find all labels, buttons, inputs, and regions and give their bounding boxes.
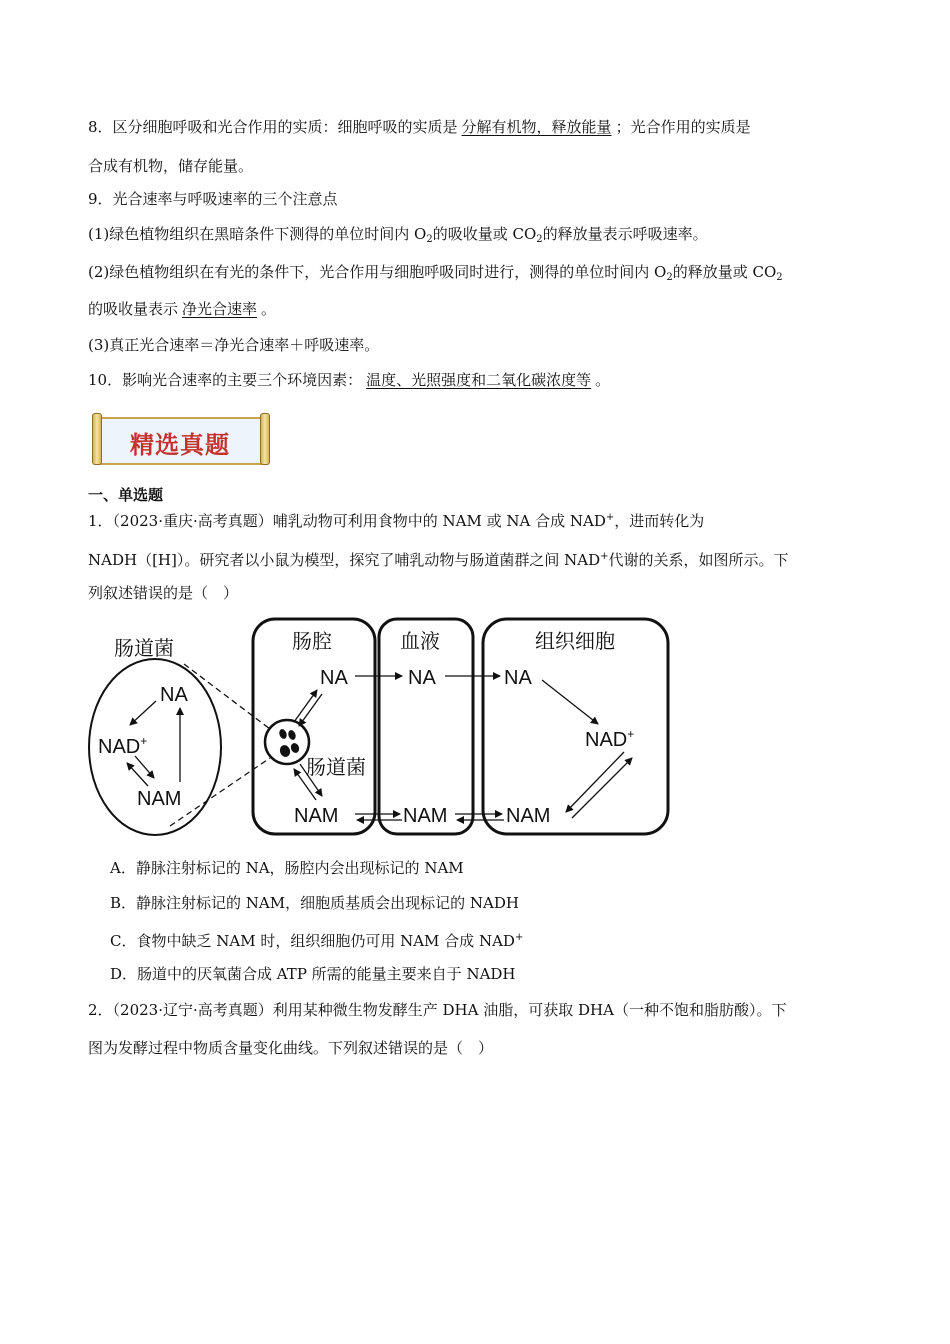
item-9-point-1: (1)绿色植物组织在黑暗条件下测得的单位时间内 $O_2$的吸收量或 $CO_2$的释放量表示呼吸速率。 <box>88 225 708 245</box>
option-a[interactable]: A．静脉注射标记的 NA，肠腔内会出现标记的 NAM <box>110 859 464 877</box>
item-9-title: 9．光合速率与呼吸速率的三个注意点 <box>88 190 338 208</box>
option-c[interactable]: C．食物中缺乏 NAM 时，组织细胞仍可用 NAM 合成 NAD+ <box>110 932 524 950</box>
node-na-tissue: NA <box>504 667 532 689</box>
node-na-bacteria: NA <box>160 684 188 706</box>
answer-blank: 分解有机物，释放能量 <box>461 118 612 136</box>
node-na-blood: NA <box>408 667 436 689</box>
question-1-line-3: 列叙述错误的是（ ） <box>88 584 239 602</box>
option-d[interactable]: D．肠道中的厌氧菌合成 ATP 所需的能量主要来自于 NADH <box>110 965 516 983</box>
node-na-lumen: NA <box>320 667 348 689</box>
item-9-point-2-line-2: 的吸收量表示 净光合速率 。 <box>88 300 277 318</box>
node-nad-tissue: NAD+ <box>585 727 635 751</box>
lumen-title: 肠腔 <box>292 631 332 653</box>
question-2-line-2: 图为发酵过程中物质含量变化曲线。下列叙述错误的是（ ） <box>88 1039 494 1057</box>
question-1-line-2: NADH（[H]）。研究者以小鼠为模型，探究了哺乳动物与肠道菌群之间 NAD+代谢的关系，如图所示。下 <box>88 551 789 569</box>
node-nam-blood: NAM <box>403 805 448 827</box>
node-nam-tissue: NAM <box>506 805 551 827</box>
blood-title: 血液 <box>400 631 440 653</box>
section-title: 一、单选题 <box>88 486 164 504</box>
item-8-line-1: 8．区分细胞呼吸和光合作用的实质：细胞呼吸的实质是 分解有机物，释放能量 ；光合作用的实质是 <box>88 118 751 136</box>
option-b[interactable]: B．静脉注射标记的 NAM，细胞质基质会出现标记的 NADH <box>110 894 519 912</box>
question-2-line-1: 2．（2023·辽宁·高考真题）利用某种微生物发酵生产 DHA 油脂，可获取 DHA（一种不饱和脂肪酸）。下 <box>88 1001 787 1019</box>
node-nad-bacteria: NAD+ <box>98 734 148 758</box>
item-9-point-3: (3)真正光合速率＝净光合速率＋呼吸速率。 <box>88 336 380 354</box>
answer-blank: 温度、光照强度和二氧化碳浓度等 <box>366 371 592 389</box>
section-banner <box>92 413 268 467</box>
item-8-line-2: 合成有机物，储存能量。 <box>88 157 254 175</box>
question-1-line-1: 1．（2023·重庆·高考真题）哺乳动物可利用食物中的 NAM 或 NA 合成 NAD+，进而转化为 <box>88 512 705 530</box>
answer-blank: 净光合速率 <box>182 300 258 318</box>
bacterium-cell <box>265 720 309 764</box>
bacterium-label: 肠道菌 <box>306 757 366 779</box>
node-nam-bacteria: NAM <box>137 788 182 810</box>
nad-metabolism-diagram <box>80 612 680 842</box>
node-nam-lumen: NAM <box>294 805 339 827</box>
banner-title: 精选真题 <box>130 431 230 459</box>
tissue-title: 组织细胞 <box>535 631 615 653</box>
item-9-point-2-line-1: (2)绿色植物组织在有光的条件下，光合作用与细胞呼吸同时进行，测得的单位时间内 $O_2$的释放量或 $CO_2$ <box>88 263 783 283</box>
item-10: 10．影响光合速率的主要三个环境因素： 温度、光照强度和二氧化碳浓度等 。 <box>88 371 611 389</box>
bacterium-chromosome-icon <box>278 728 300 758</box>
bacteria-title: 肠道菌 <box>114 638 174 660</box>
